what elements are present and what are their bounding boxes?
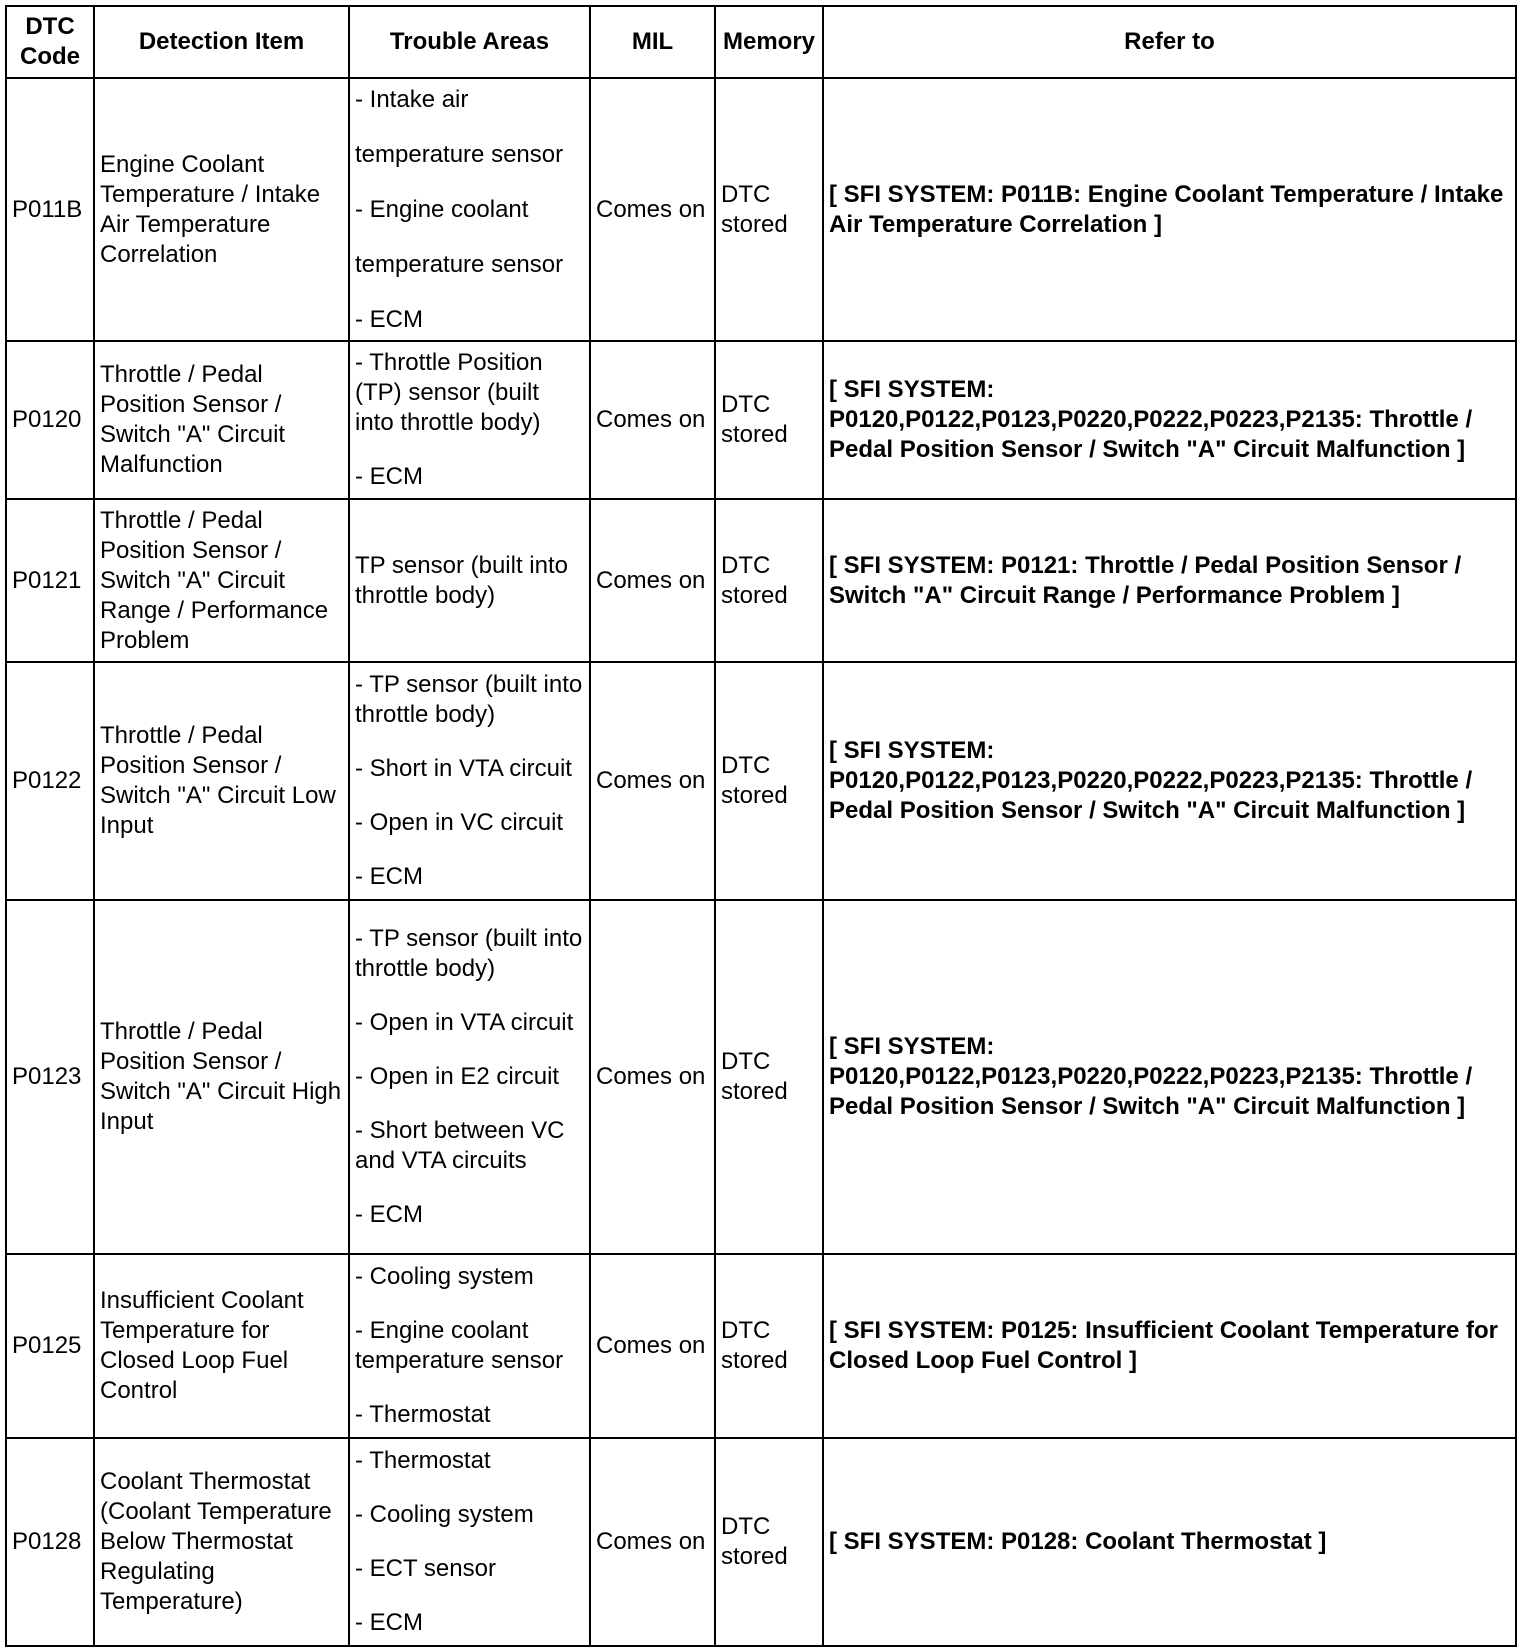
- trouble-areas: [349, 1438, 590, 1646]
- detection-item: Throttle / Pedal Position Sensor / Switch "A" Circuit High Input: [94, 900, 349, 1254]
- refer-to-link[interactable]: [ SFI SYSTEM: P0120,P0122,P0123,P0220,P0222,P0223,P2135: Throttle / Pedal Position Sensor / Switch "A" Circuit Malfunction ]: [823, 662, 1516, 900]
- detection-item: Throttle / Pedal Position Sensor / Switch "A" Circuit Range / Performance Problem: [94, 499, 349, 662]
- refer-to-link[interactable]: [ SFI SYSTEM: P0120,P0122,P0123,P0220,P0222,P0223,P2135: Throttle / Pedal Position Sensor / Switch "A" Circuit Malfunction ]: [823, 341, 1516, 499]
- dtc-code: P0128: [6, 1438, 94, 1646]
- trouble-area-line: TP sensor (built into throttle body): [355, 551, 568, 609]
- header-refer-to: Refer to: [823, 6, 1516, 78]
- trouble-area-line: - TP sensor (built into throttle body): [355, 671, 583, 728]
- dtc-code: P011B: [6, 78, 94, 341]
- table-row: [6, 662, 1516, 900]
- mil-status: Comes on: [590, 341, 715, 499]
- header-mil: MIL: [590, 6, 715, 78]
- trouble-area-line: - Engine coolant temperature sensor: [355, 1317, 564, 1374]
- trouble-area-line: - Open in E2 circuit: [355, 1063, 560, 1090]
- trouble-area-line: - ECM: [355, 463, 423, 490]
- trouble-areas: [349, 78, 590, 341]
- table-row: [6, 341, 1516, 499]
- trouble-area-line: - Throttle Position (TP) sensor (built into throttle body): [355, 349, 543, 436]
- mil-status: Comes on: [590, 900, 715, 1254]
- dtc-code: P0125: [6, 1254, 94, 1438]
- refer-to-link[interactable]: [ SFI SYSTEM: P0128: Coolant Thermostat ]: [823, 1438, 1516, 1646]
- detection-item: Throttle / Pedal Position Sensor / Switch "A" Circuit Malfunction: [94, 341, 349, 499]
- memory-status: DTC stored: [715, 1438, 823, 1646]
- table-row: [6, 1254, 1516, 1438]
- trouble-area-line: - ECM: [355, 863, 423, 890]
- dtc-code: P0123: [6, 900, 94, 1254]
- memory-status: DTC stored: [715, 341, 823, 499]
- trouble-area-line: - Short in VTA circuit: [355, 755, 572, 782]
- memory-status: DTC stored: [715, 78, 823, 341]
- trouble-area-line: - Thermostat: [355, 1447, 491, 1474]
- table-header-row: [6, 6, 1516, 78]
- dtc-code: P0121: [6, 499, 94, 662]
- header-detection-item: Detection Item: [94, 6, 349, 78]
- trouble-area-line: - Cooling system: [355, 1263, 534, 1290]
- memory-status: DTC stored: [715, 662, 823, 900]
- refer-to-link[interactable]: [ SFI SYSTEM: P0125: Insufficient Coolant Temperature for Closed Loop Fuel Control ]: [823, 1254, 1516, 1438]
- memory-status: DTC stored: [715, 900, 823, 1254]
- trouble-areas: [349, 900, 590, 1254]
- trouble-area-line: - Open in VC circuit: [355, 809, 564, 836]
- trouble-area-line: - Thermostat: [355, 1401, 491, 1428]
- table-row: [6, 900, 1516, 1254]
- header-dtc-code: DTC Code: [6, 6, 94, 78]
- trouble-areas: [349, 662, 590, 900]
- dtc-code: P0120: [6, 341, 94, 499]
- trouble-area-line: - Short between VC and VTA circuits: [355, 1117, 565, 1174]
- trouble-areas: [349, 499, 590, 662]
- dtc-code: P0122: [6, 662, 94, 900]
- trouble-area-line: temperature sensor: [355, 250, 564, 278]
- trouble-areas: [349, 341, 590, 499]
- header-memory: Memory: [715, 6, 823, 78]
- mil-status: Comes on: [590, 78, 715, 341]
- detection-item: Insufficient Coolant Temperature for Closed Loop Fuel Control: [94, 1254, 349, 1438]
- memory-status: DTC stored: [715, 499, 823, 662]
- trouble-area-line: - ECM: [355, 305, 423, 333]
- trouble-area-line: - Engine coolant: [355, 195, 529, 223]
- memory-status: DTC stored: [715, 1254, 823, 1438]
- mil-status: Comes on: [590, 662, 715, 900]
- mil-status: Comes on: [590, 499, 715, 662]
- trouble-area-line: temperature sensor: [355, 140, 564, 168]
- table-row: [6, 78, 1516, 341]
- dtc-table: [5, 5, 1517, 1647]
- trouble-area-line: - ECT sensor: [355, 1555, 496, 1582]
- trouble-area-line: - ECM: [355, 1201, 423, 1228]
- trouble-area-line: - Open in VTA circuit: [355, 1009, 574, 1036]
- detection-item: Coolant Thermostat (Coolant Temperature Below Thermostat Regulating Temperature): [94, 1438, 349, 1646]
- refer-to-link[interactable]: [ SFI SYSTEM: P0121: Throttle / Pedal Position Sensor / Switch "A" Circuit Range / Performance Problem ]: [823, 499, 1516, 662]
- table-row: [6, 499, 1516, 662]
- trouble-area-line: - TP sensor (built into throttle body): [355, 925, 583, 982]
- detection-item: Engine Coolant Temperature / Intake Air Temperature Correlation: [94, 78, 349, 341]
- refer-to-link[interactable]: [ SFI SYSTEM: P011B: Engine Coolant Temperature / Intake Air Temperature Correlation ]: [823, 78, 1516, 341]
- mil-status: Comes on: [590, 1254, 715, 1438]
- trouble-areas: [349, 1254, 590, 1438]
- mil-status: Comes on: [590, 1438, 715, 1646]
- trouble-area-line: - Cooling system: [355, 1501, 534, 1528]
- detection-item: Throttle / Pedal Position Sensor / Switch "A" Circuit Low Input: [94, 662, 349, 900]
- header-trouble-areas: Trouble Areas: [349, 6, 590, 78]
- trouble-area-line: - ECM: [355, 1609, 423, 1636]
- refer-to-link[interactable]: [ SFI SYSTEM: P0120,P0122,P0123,P0220,P0222,P0223,P2135: Throttle / Pedal Position Sensor / Switch "A" Circuit Malfunction ]: [823, 900, 1516, 1254]
- trouble-area-line: - Intake air: [355, 85, 469, 113]
- table-row: [6, 1438, 1516, 1646]
